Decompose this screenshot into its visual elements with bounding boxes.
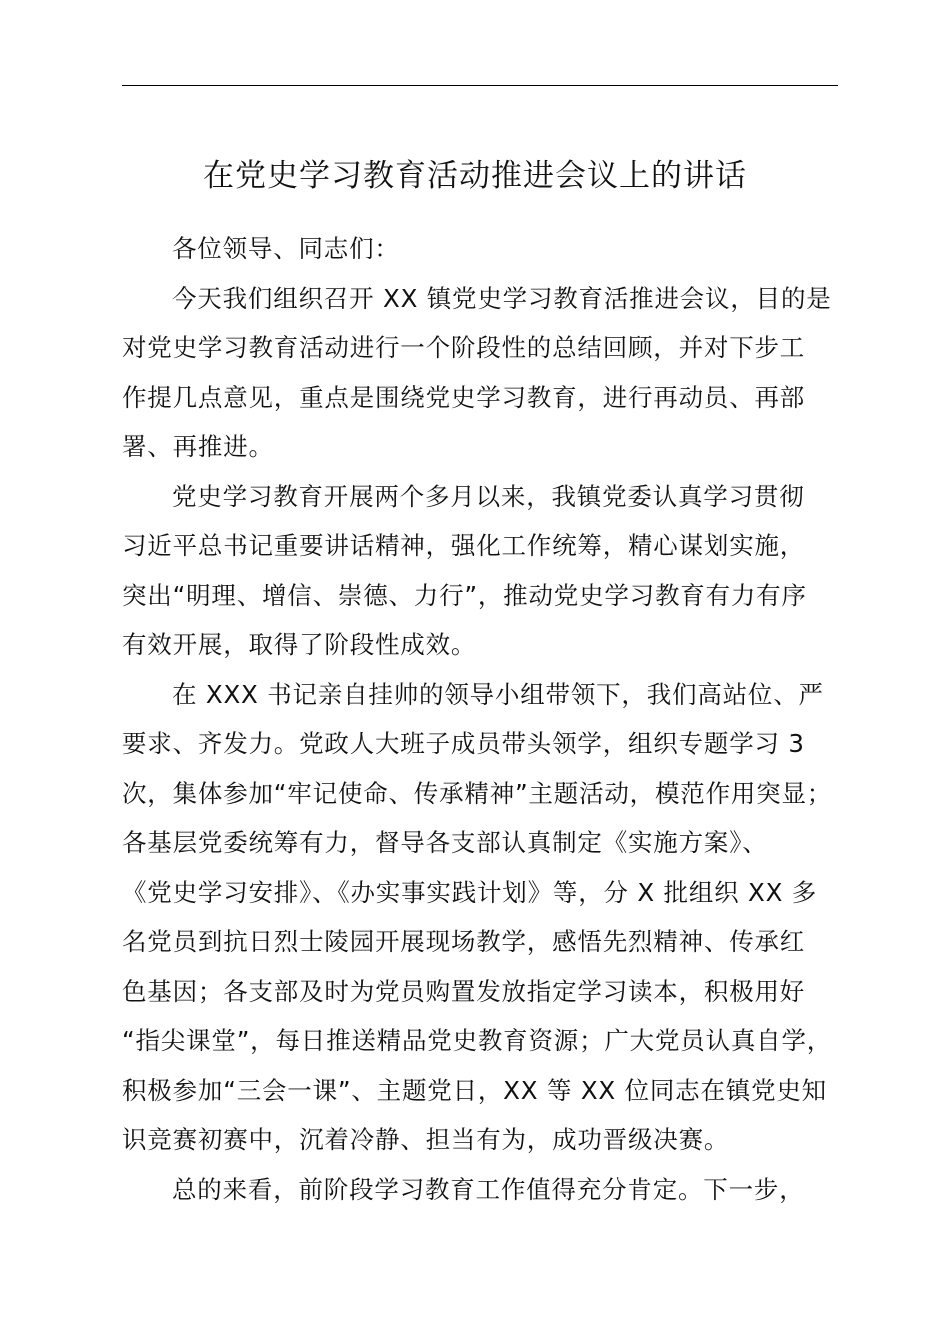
paragraph-3-line-8: “指尖课堂”，每日推送精品党史教育资源；广大党员认真自学， — [122, 1026, 833, 1055]
paragraph-3-line-2: 要求、齐发力。党政人大班子成员带头领学，组织专题学习 3 — [122, 729, 805, 758]
paragraph-3-line-1: 在 XXX 书记亲自挂帅的领导小组带领下，我们高站位、严 — [172, 679, 824, 709]
document-title: 在党史学习教育活动推进会议上的讲话 — [203, 158, 747, 194]
salutation-line: 各位领导、同志们： — [172, 234, 400, 263]
paragraph-2-line-3: 突出“明理、增信、崇德、力行”，推动党史学习教育有力有序 — [122, 580, 807, 610]
paragraph-2-line-2: 习近平总书记重要讲话精神，强化工作统筹，精心谋划实施， — [122, 531, 806, 560]
paragraph-3-line-9: 积极参加“三会一课”、主题党日，XX 等 XX 位同志在镇党史知 — [122, 1075, 827, 1105]
paragraph-3-line-7: 色基因；各支部及时为党员购置发放指定学习读本，积极用好 — [122, 976, 806, 1006]
header-rule — [122, 85, 838, 86]
paragraph-1-line-3: 作提几点意见，重点是围绕党史学习教育，进行再动员、再部 — [122, 382, 806, 412]
paragraph-4-line-1: 总的来看，前阶段学习教育工作值得充分肯定。下一步， — [172, 1174, 805, 1204]
paragraph-3-line-10: 识竞赛初赛中，沉着冷静、担当有为，成功晋级决赛。 — [122, 1125, 730, 1154]
paragraph-1-line-2: 对党史学习教育活动进行一个阶段性的总结回顾，并对下步工 — [122, 333, 806, 362]
paragraph-3-line-6: 名党员到抗日烈士陵园开展现场教学，感悟先烈精神、传承红 — [122, 927, 806, 956]
paragraph-2-line-4: 有效开展，取得了阶段性成效。 — [122, 630, 477, 659]
paragraph-3-line-5: 《党史学习安排》、《办实事实践计划》等，分 X 批组织 XX 多 — [122, 877, 818, 907]
paragraph-3-line-4: 各基层党委统筹有力，督导各支部认真制定《实施方案》、 — [122, 828, 768, 857]
speech-body — [122, 224, 838, 1214]
paragraph-1-line-1: 今天我们组织召开 XX 镇党史学习教育活推进会议，目的是 — [172, 283, 832, 313]
paragraph-1-line-4: 署、再推进。 — [122, 432, 274, 461]
paragraph-2-line-1: 党史学习教育开展两个多月以来，我镇党委认真学习贯彻 — [172, 481, 805, 511]
paragraph-3-line-3: 次，集体参加“牢记使命、传承精神”主题活动，模范作用突显； — [122, 778, 833, 808]
